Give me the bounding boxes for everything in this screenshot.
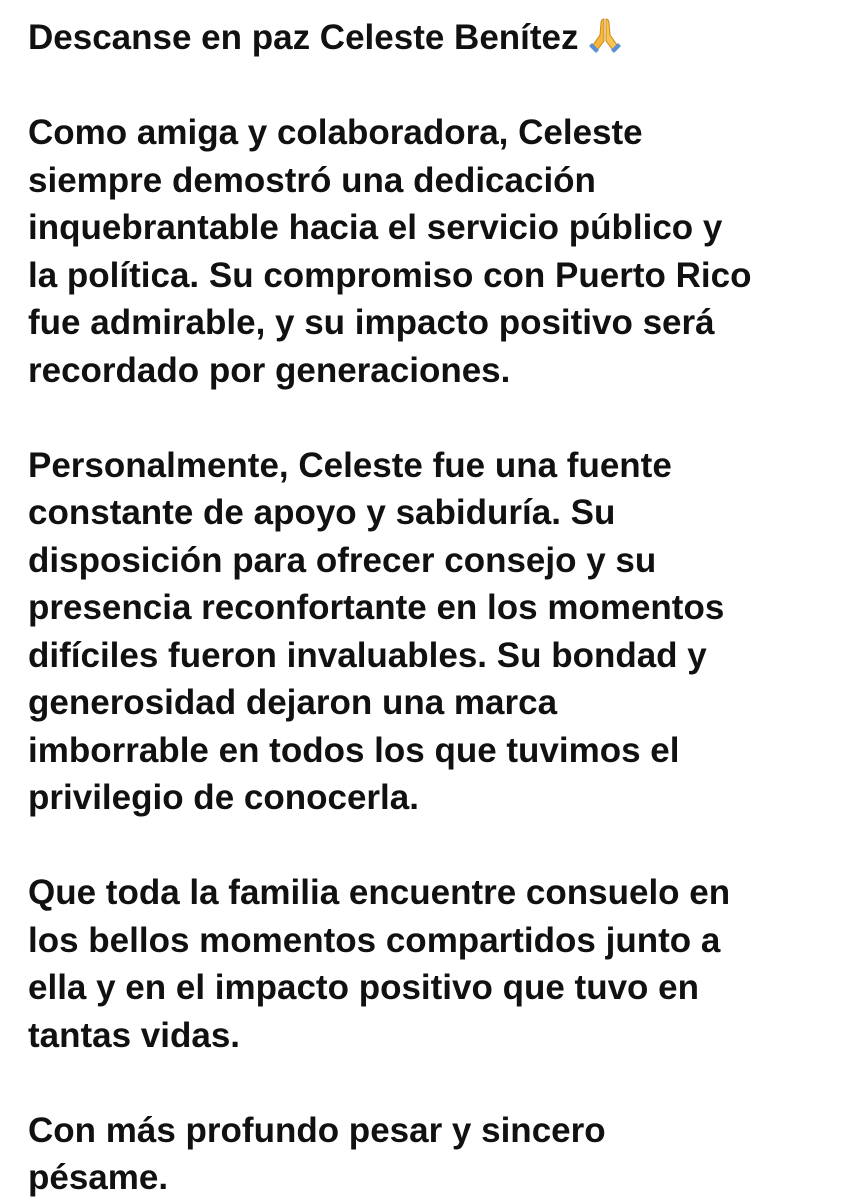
paragraph-line: difíciles fueron invaluables. Su bondad y [28,635,707,675]
note-body [28,14,828,1202]
paragraph-line: recordado por generaciones. [28,350,511,390]
paragraph-gap [28,1059,828,1107]
paragraph-line: disposición para ofrecer consejo y su [28,540,657,580]
paragraph-line: Con más profundo pesar y sincero [28,1110,606,1150]
paragraph-line: presencia reconfortante en los momentos [28,588,725,627]
paragraph-line: siempre demostró una dedicación [28,160,596,200]
paragraph-2 [28,442,828,822]
paragraph-gap [28,394,828,442]
paragraph-line: ella y en el impacto positivo que tuvo en [28,968,699,1007]
paragraph-line: Como amiga y colaboradora, Celeste [28,113,643,152]
praying-hands-icon [585,15,625,55]
paragraph-line: fue admirable, y su impacto positivo será [28,303,715,342]
paragraph-line: tantas vidas. [28,1015,241,1055]
paragraph-line: privilegio de conocerla. [28,778,419,817]
paragraph-gap [28,822,828,870]
paragraph-line: Que toda la familia encuentre consuelo en [28,873,731,912]
paragraph-line: los bellos momentos compartidos junto a [28,920,721,960]
paragraph-3 [28,869,828,1059]
paragraph-4 [28,1107,828,1202]
paragraph-line: imborrable en todos los que tuvimos el [28,730,680,770]
paragraph-line: Personalmente, Celeste fue una fuente [28,445,672,485]
note-title-text: Descanse en paz Celeste Benítez [28,18,579,57]
note-title [28,14,828,62]
paragraph-line: pésame. [28,1158,169,1197]
paragraph-line: constante de apoyo y sabiduría. Su [28,493,616,532]
paragraph-line: inquebrantable hacia el servicio público y [28,208,723,247]
paragraph-1 [28,109,828,394]
paragraph-line: generosidad dejaron una marca [28,683,558,722]
paragraph-line: la política. Su compromiso con Puerto Rico [28,255,752,295]
paragraph-gap [28,62,828,110]
